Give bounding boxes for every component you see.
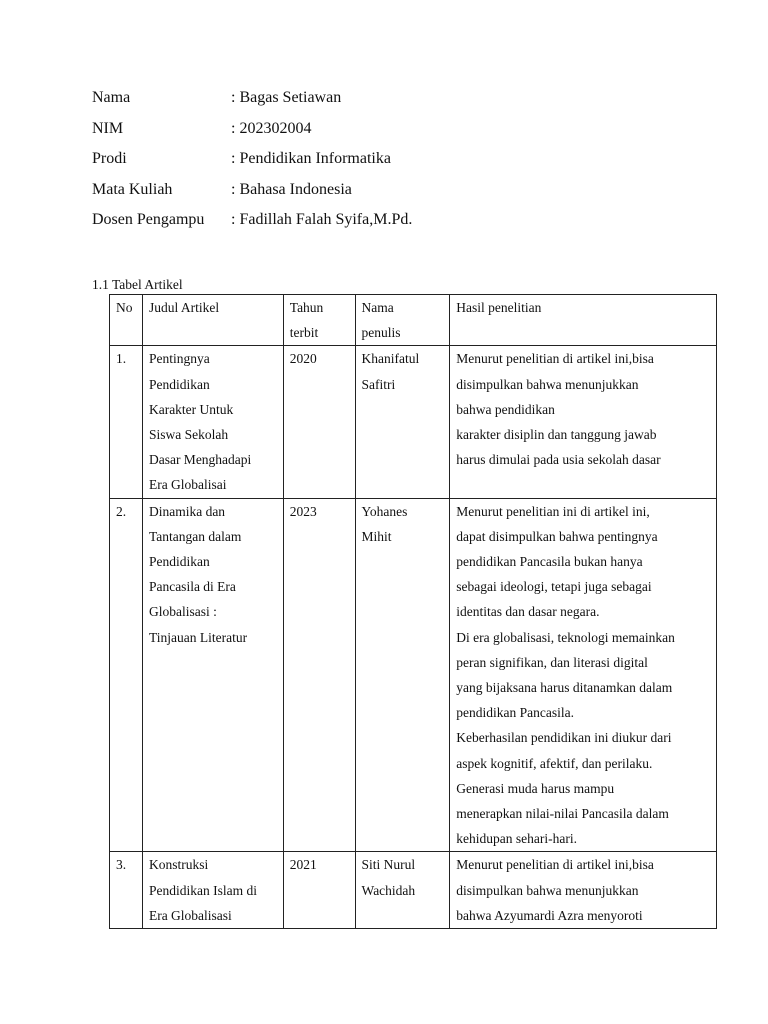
- identity-separator: :: [231, 119, 240, 137]
- cell-judul: Pentingnya Pendidikan Karakter Untuk Siswa Sekolah Dasar Menghadapi Era Globalisai: [142, 346, 283, 498]
- cell-judul: Dinamika dan Tantangan dalam Pendidikan Pancasila di Era Globalisasi : Tinjauan Literatur: [142, 498, 283, 852]
- cell-tahun: 2021: [283, 852, 355, 929]
- cell-hasil: Menurut penelitian di artikel ini,bisa disimpulkan bahwa menunjukkan bahwa pendidikan karakter disiplin dan tanggung jawab harus dimulai pada usia sekolah dasar: [450, 346, 717, 498]
- header-judul: Judul Artikel: [142, 295, 283, 346]
- identity-row-mata-kuliah: [92, 178, 412, 209]
- identity-row-nama: [92, 86, 412, 117]
- identity-row-prodi: [92, 147, 412, 178]
- identity-label: Nama: [92, 89, 131, 106]
- table-row: [110, 346, 717, 498]
- header-tahun: Tahun terbit: [283, 295, 355, 346]
- identity-separator: :: [231, 89, 240, 106]
- cell-penulis: Siti Nurul Wachidah: [355, 852, 450, 929]
- identity-value: Pendidikan Informatika: [239, 150, 391, 167]
- identity-separator: :: [231, 150, 240, 167]
- identity-value: 202302004: [239, 119, 312, 137]
- identity-value: Bagas Setiawan: [239, 89, 342, 106]
- identity-label: NIM: [92, 119, 124, 137]
- table-row: [110, 852, 717, 929]
- header-no: No: [110, 295, 143, 346]
- cell-penulis: Khanifatul Safitri: [355, 346, 450, 498]
- student-identity: [92, 86, 412, 239]
- cell-tahun: 2023: [283, 498, 355, 852]
- cell-penulis: Yohanes Mihit: [355, 498, 450, 852]
- identity-value: Bahasa Indonesia: [239, 180, 352, 198]
- cell-hasil: Menurut penelitian di artikel ini,bisa disimpulkan bahwa menunjukkan bahwa Azyumardi Azra menyoroti: [450, 852, 717, 929]
- identity-label: Dosen Pengampu: [92, 211, 205, 228]
- cell-no: 3.: [110, 852, 143, 929]
- identity-separator: :: [231, 211, 240, 228]
- cell-tahun: 2020: [283, 346, 355, 498]
- identity-value: Fadillah Falah Syifa,M.Pd.: [239, 211, 413, 228]
- identity-row-dosen: [92, 208, 412, 239]
- cell-no: 1.: [110, 346, 143, 498]
- article-table: [109, 294, 717, 929]
- header-hasil: Hasil penelitian: [450, 295, 717, 346]
- identity-row-nim: [92, 117, 412, 148]
- identity-label: Mata Kuliah: [92, 180, 173, 198]
- table-header-row: [110, 295, 717, 346]
- cell-hasil: Menurut penelitian ini di artikel ini, dapat disimpulkan bahwa pentingnya pendidikan Pancasila bukan hanya sebagai ideologi, tetapi juga sebagai identitas dan dasar negara. Di era globalisasi, teknologi memainkan peran signifikan, dan literasi digital yang bijaksana harus ditanamkan dalam pendidikan Pancasila. Keberhasilan pendidikan ini diukur dari aspek kognitif, afektif, dan perilaku. Generasi muda harus mampu menerapkan nilai-nilai Pancasila dalam kehidupan sehari-hari.: [450, 498, 717, 852]
- table-row: [110, 498, 717, 852]
- header-nama: Nama penulis: [355, 295, 450, 346]
- cell-no: 2.: [110, 498, 143, 852]
- identity-label: Prodi: [92, 150, 127, 167]
- identity-separator: :: [231, 180, 240, 198]
- cell-judul: Konstruksi Pendidikan Islam di Era Globalisasi: [142, 852, 283, 929]
- table-caption: 1.1 Tabel Artikel: [92, 277, 183, 292]
